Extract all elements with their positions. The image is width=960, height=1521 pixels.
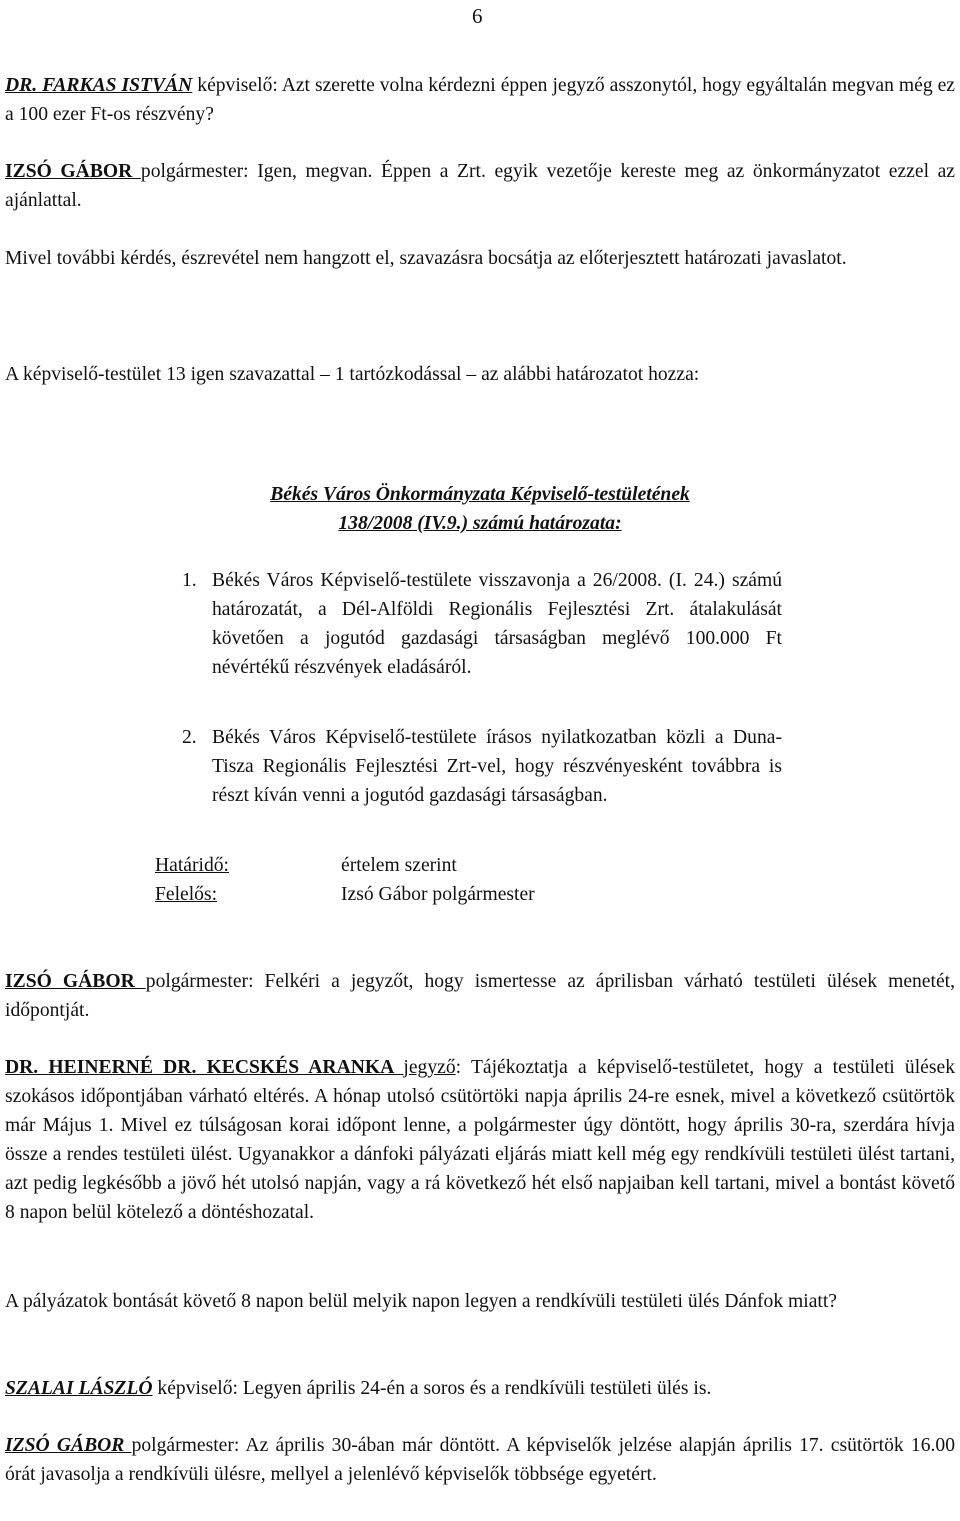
speaker-name: DR. FARKAS ISTVÁN: [5, 75, 193, 96]
paragraph-vote-result: A képviselő-testület 13 igen szavazattal – 1 tartózkodással – az alábbi határozatot hozza:: [5, 364, 700, 385]
deadline-label: Határidő:: [155, 855, 229, 876]
paragraph-text: : Tájékoztatja a képviselő-testületet, hogy a testületi ülések szokásos időpontjában várható eltérés. A hónap utolsó csütörtöki napja április 24-re esnek, mivel a következő csütörtök már Május 1. Mivel ez túlságosan korai időpont lenne, a polgármester úgy döntött, hogy április 30-ra, szerdára hívja össze a rendes testületi ülést. Ugyanakkor a dánfoki pályázati eljárás miatt kell még egy rendkívüli testületi ülést tartani, azt pedig legkésőbb a jövő hét utolsó napján, vagy a rá következő hét első napjaiban kell tartani, mivel a bontást követő 8 napon belül kötelező a döntéshozatal.: [5, 1057, 955, 1223]
speaker-name: DR. HEINERNÉ DR. KECSKÉS ARANKA: [5, 1057, 404, 1078]
paragraph-izso-2: [5, 967, 955, 1025]
paragraph-vote-call: Mivel további kérdés, észrevétel nem hangzott el, szavazásra bocsátja az előterjesztett határozati javaslatot.: [5, 248, 847, 269]
item-text: Békés Város Képviselő-testülete írásos nyilatkozatban közli a Duna-Tisza Regionális Fejlesztési Zrt-vel, hogy részvényesként továbbra is részt kíván venni a jogutód gazdasági társaságban.: [212, 727, 782, 806]
responsible-row: [155, 880, 535, 909]
paragraph-izso-3: [5, 1431, 955, 1489]
item-number: 2.: [182, 727, 197, 748]
resolution-item-2: [182, 723, 782, 810]
paragraph-text: polgármester: Az április 30-ában már döntött. A képviselők jelzése alapján április 17. csütörtök 16.00 órát javasolja a rendkívüli ülésre, mellyel a jelenlévő képviselők többsége egyetért.: [5, 1435, 955, 1485]
paragraph-farkas: [5, 71, 955, 129]
speaker-name: IZSÓ GÁBOR: [5, 161, 141, 182]
speaker-name: IZSÓ GÁBOR: [5, 1435, 132, 1456]
resolution-item-1: [182, 566, 782, 682]
paragraph-izso-1: [5, 157, 955, 215]
item-text: Békés Város Képviselő-testülete visszavonja a 26/2008. (I. 24.) számú határozatát, a Dél-Alföldi Regionális Fejlesztési Zrt. átalakulását követően a jogutód gazdasági társaságban meglévő 100.000 Ft névértékű részvények eladásáról.: [212, 570, 782, 678]
paragraph-text: polgármester: Igen, megvan. Éppen a Zrt. egyik vezetője kereste meg az önkormányzatot ezzel az ajánlattal.: [5, 161, 956, 211]
paragraph-question: A pályázatok bontását követő 8 napon belül melyik napon legyen a rendkívüli testületi ülés Dánfok miatt?: [5, 1291, 837, 1312]
paragraph-text: képviselő: Legyen április 24-én a soros és a rendkívüli testületi ülés is.: [152, 1378, 712, 1399]
paragraph-text: képviselő: Azt szerette volna kérdezni éppen jegyző asszonytól, hogy egyáltalán megvan még ez a 100 ezer Ft-os részvény?: [5, 75, 955, 125]
item-number: 1.: [182, 570, 197, 591]
resolution-title-line1: Békés Város Önkormányzata Képviselő-testületének: [270, 484, 690, 505]
paragraph-szalai: [5, 1374, 955, 1403]
page-number: 6: [472, 4, 483, 28]
paragraph-jegyzo: [5, 1053, 955, 1227]
responsible-value: Izsó Gábor polgármester: [341, 884, 535, 905]
speaker-name: SZALAI LÁSZLÓ: [5, 1378, 153, 1399]
deadline-value: értelem szerint: [341, 855, 457, 876]
speaker-role: jegyző: [403, 1057, 456, 1078]
responsible-label: Felelős:: [155, 884, 218, 905]
speaker-name: IZSÓ GÁBOR: [5, 971, 146, 992]
resolution-title-line2: 138/2008 (IV.9.) számú határozata:: [338, 513, 622, 534]
deadline-row: [155, 851, 457, 880]
paragraph-text: polgármester: Felkéri a jegyzőt, hogy ismertesse az áprilisban várható testületi ülések menetét, időpontját.: [5, 971, 955, 1021]
